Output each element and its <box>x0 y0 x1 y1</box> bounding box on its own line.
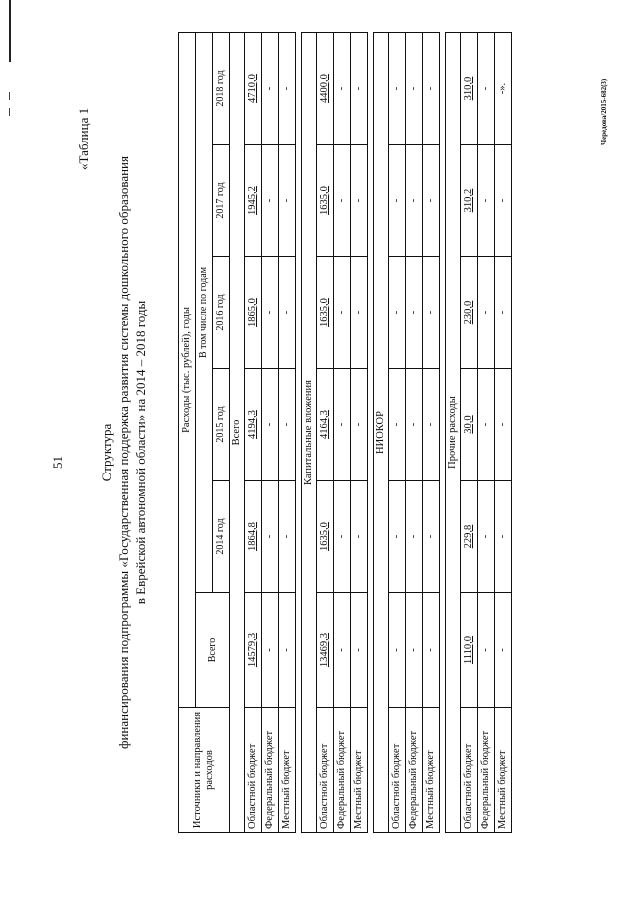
row-value-y2017: - <box>334 145 351 257</box>
header-year: 2014 год <box>213 481 230 593</box>
row-value-total: - <box>478 593 495 708</box>
row-value-y2018: - <box>351 32 368 144</box>
row-value-y2015: 4194,3 <box>245 369 262 481</box>
section-title: Всего <box>230 32 245 832</box>
table-row <box>406 32 423 832</box>
row-value-y2016: - <box>279 257 296 369</box>
section-title: НИОКОР <box>374 32 389 832</box>
row-value-y2015: - <box>279 369 296 481</box>
row-source: Местный бюджет <box>495 708 512 833</box>
row-value-y2016: - <box>406 257 423 369</box>
row-value-y2014: - <box>262 481 279 593</box>
table-row <box>389 32 406 832</box>
row-value-total: 14579,3 <box>245 593 262 708</box>
row-source: Федеральный бюджет <box>406 708 423 833</box>
row-source: Областной бюджет <box>317 708 334 833</box>
section-title: Прочие расходы <box>446 32 461 832</box>
row-value-y2018: 310,0 <box>461 32 478 144</box>
row-value-y2018: - <box>389 32 406 144</box>
page-number: 51 <box>50 456 65 469</box>
header-expenses: Расходы (тыс. рублей), годы <box>179 32 196 707</box>
row-value-y2018: - <box>279 32 296 144</box>
row-value-y2016: - <box>262 257 279 369</box>
row-value-y2014: 1635,0 <box>317 481 334 593</box>
table-row <box>245 32 262 832</box>
row-value-total: 13469,3 <box>317 593 334 708</box>
row-value-y2014: - <box>495 481 512 593</box>
row-value-y2018: - <box>262 32 279 144</box>
row-value-y2017: - <box>279 145 296 257</box>
row-value-y2014: - <box>389 481 406 593</box>
row-value-y2016: - <box>478 257 495 369</box>
footer-code: Чередова/2015-682(3) <box>600 78 608 145</box>
row-source: Областной бюджет <box>461 708 478 833</box>
row-value-y2015: - <box>262 369 279 481</box>
table-row <box>279 32 296 832</box>
row-value-y2017: - <box>389 145 406 257</box>
row-value-y2017: 310,2 <box>461 145 478 257</box>
row-value-y2014: - <box>406 481 423 593</box>
row-value-y2014: - <box>351 481 368 593</box>
row-value-y2016: 1865,0 <box>245 257 262 369</box>
header-by-years: В том числе по годам <box>196 32 213 592</box>
row-value-y2015: 4164,3 <box>317 369 334 481</box>
row-source: Местный бюджет <box>351 708 368 833</box>
table-row <box>461 32 478 832</box>
table-row <box>317 32 334 832</box>
row-value-y2017: - <box>351 145 368 257</box>
row-value-y2018: - <box>334 32 351 144</box>
header-year: 2016 год <box>213 257 230 369</box>
table-row <box>351 32 368 832</box>
row-value-y2018: - <box>406 32 423 144</box>
row-value-y2016: 1635,0 <box>317 257 334 369</box>
row-value-y2015: - <box>334 369 351 481</box>
header-year: 2017 год <box>213 145 230 257</box>
row-value-y2017: - <box>262 145 279 257</box>
row-value-y2014: - <box>423 481 440 593</box>
row-value-y2018: 4400,0 <box>317 32 334 144</box>
row-source: Областной бюджет <box>245 708 262 833</box>
row-source: Федеральный бюджет <box>478 708 495 833</box>
row-value-total: - <box>389 593 406 708</box>
row-value-y2018: 4710,0 <box>245 32 262 144</box>
row-value-y2017: - <box>495 145 512 257</box>
table-row <box>262 32 279 832</box>
row-source: Местный бюджет <box>279 708 296 833</box>
row-value-y2014: 1864,8 <box>245 481 262 593</box>
row-value-y2016: 230,0 <box>461 257 478 369</box>
row-value-total: - <box>351 593 368 708</box>
row-value-total: 1110,0 <box>461 593 478 708</box>
header-total: Всего <box>196 593 230 708</box>
heading-line: финансирования подпрограммы «Государственная поддержка развития системы дошкольного образования <box>116 156 131 749</box>
row-value-y2017: - <box>423 145 440 257</box>
row-value-total: - <box>495 593 512 708</box>
row-value-total: - <box>279 593 296 708</box>
section-title: Капитальные вложения <box>302 32 317 832</box>
header-year: 2018 год <box>213 32 230 144</box>
row-value-y2015: - <box>478 369 495 481</box>
row-value-y2015: - <box>495 369 512 481</box>
row-value-y2015: 30,0 <box>461 369 478 481</box>
row-value-total: - <box>334 593 351 708</box>
funding-table <box>178 32 512 833</box>
row-value-y2014: - <box>478 481 495 593</box>
document-heading <box>98 60 149 845</box>
heading-line: Структура <box>99 423 114 482</box>
row-source: Местный бюджет <box>423 708 440 833</box>
row-value-y2016: - <box>334 257 351 369</box>
table-row <box>423 32 440 832</box>
row-value-y2015: - <box>406 369 423 481</box>
row-value-y2016: - <box>423 257 440 369</box>
row-value-y2018: - <box>423 32 440 144</box>
table-row <box>495 32 512 832</box>
row-value-y2016: - <box>495 257 512 369</box>
row-value-y2017: 1635,0 <box>317 145 334 257</box>
row-value-y2015: - <box>423 369 440 481</box>
row-value-y2017: - <box>406 145 423 257</box>
table-body <box>230 32 512 832</box>
row-value-y2016: - <box>389 257 406 369</box>
row-source: Областной бюджет <box>389 708 406 833</box>
row-source: Федеральный бюджет <box>334 708 351 833</box>
row-value-y2015: - <box>389 369 406 481</box>
table-row <box>334 32 351 832</box>
row-source: Федеральный бюджет <box>262 708 279 833</box>
row-value-total: - <box>262 593 279 708</box>
row-value-y2014: 229,8 <box>461 481 478 593</box>
row-value-y2015: - <box>351 369 368 481</box>
row-value-y2017: - <box>478 145 495 257</box>
table-row <box>478 32 495 832</box>
row-value-y2017: 1945,2 <box>245 145 262 257</box>
row-value-y2014: - <box>279 481 296 593</box>
row-value-y2018: -». <box>495 32 512 144</box>
row-value-total: - <box>423 593 440 708</box>
row-value-y2016: - <box>351 257 368 369</box>
table-tag: «Таблица 1 <box>76 107 91 170</box>
header-source: Источники и направления расходов <box>179 708 230 833</box>
header-year: 2015 год <box>213 369 230 481</box>
row-value-y2018: - <box>478 32 495 144</box>
heading-line: в Еврейской автономной области» на 2014 – 2018 годы <box>133 300 148 605</box>
row-value-y2014: - <box>334 481 351 593</box>
row-value-total: - <box>406 593 423 708</box>
